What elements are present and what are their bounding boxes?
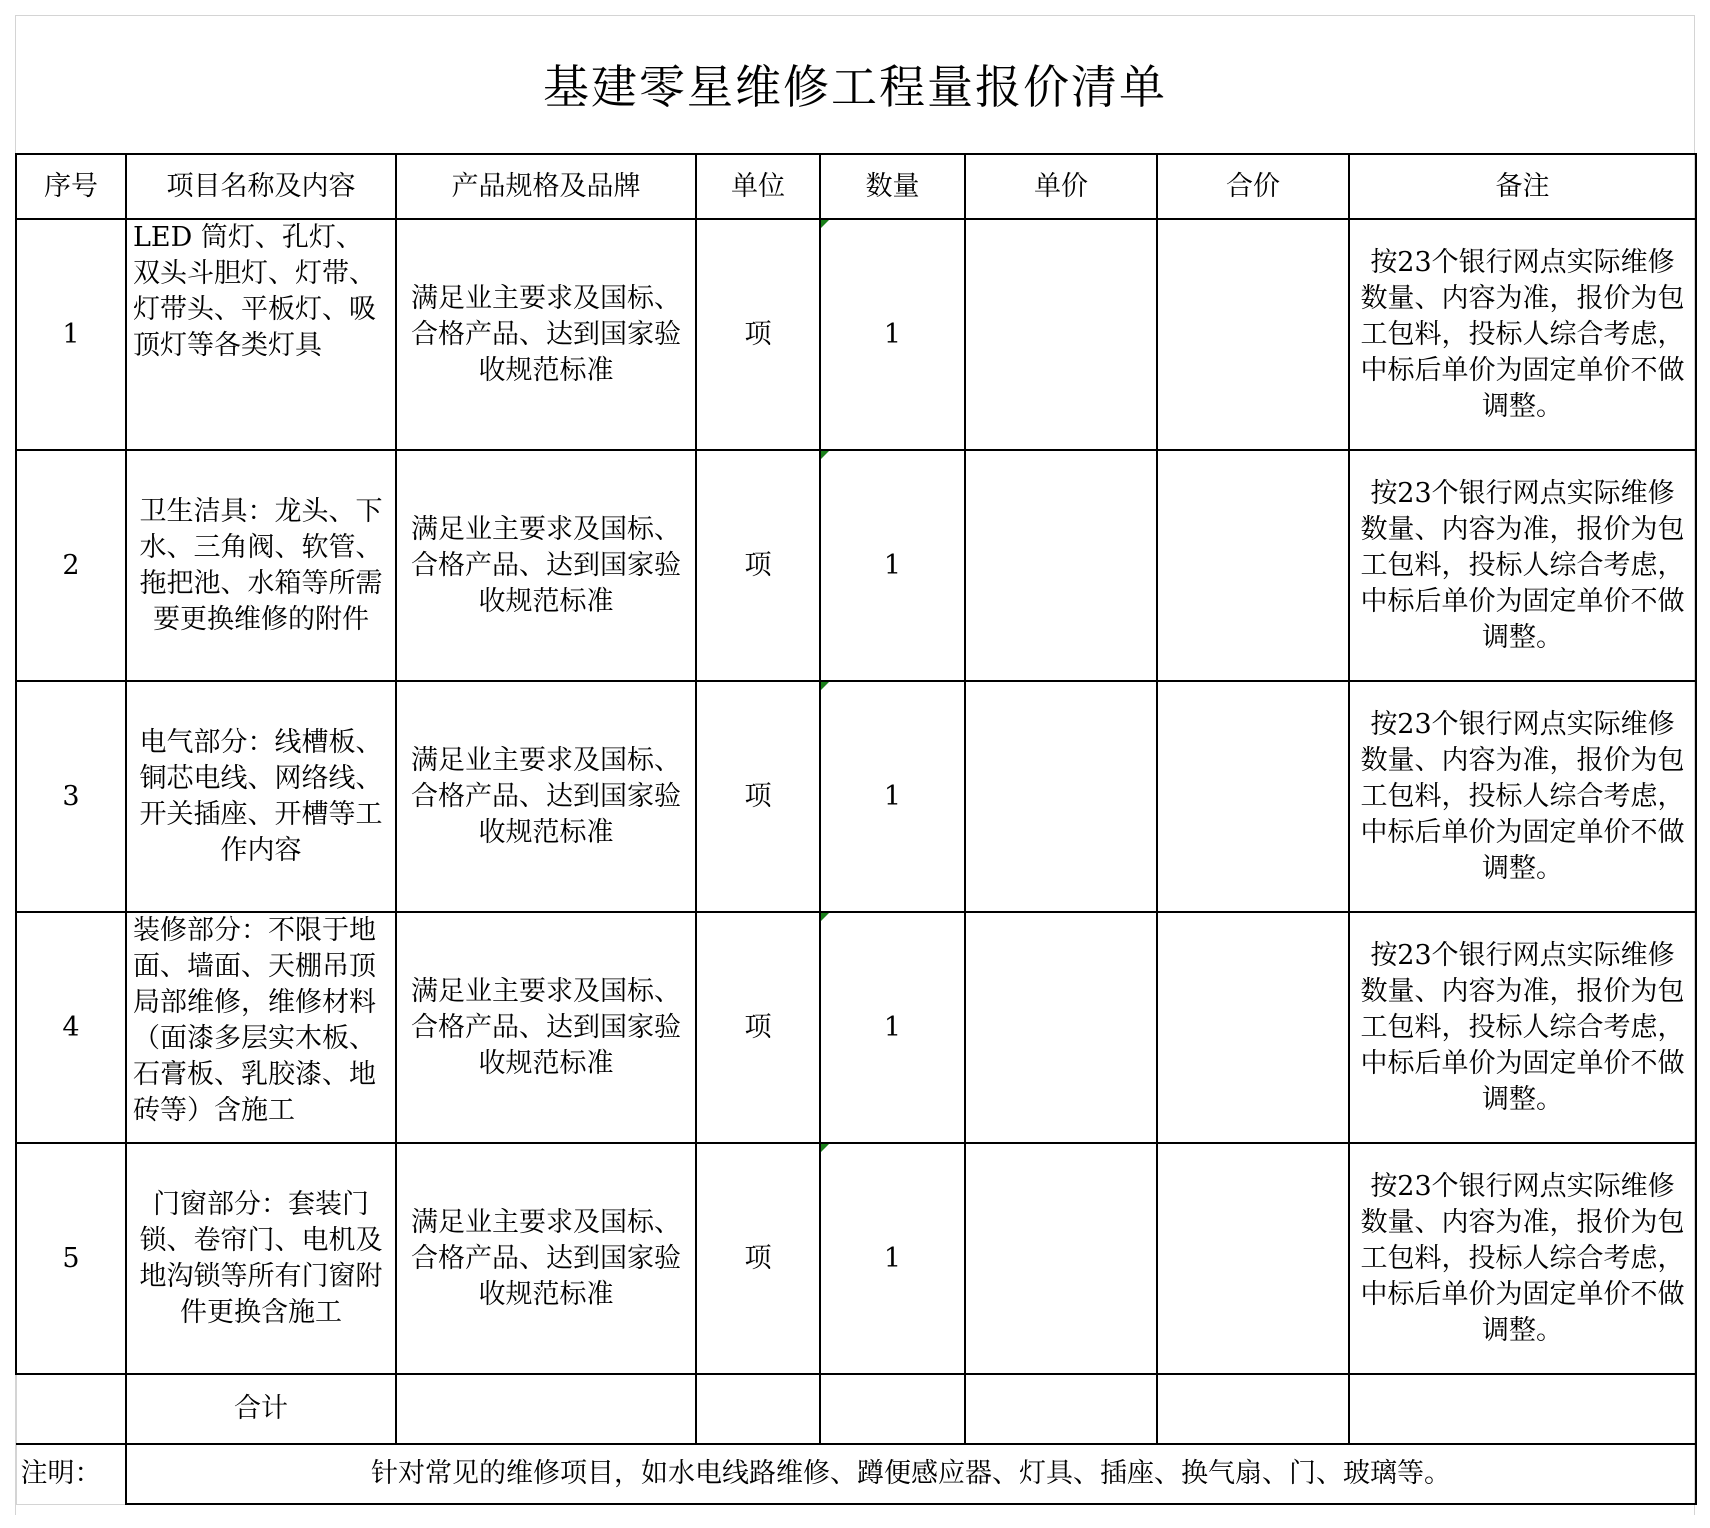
cell-total-price[interactable]	[1157, 912, 1349, 1143]
cell-name[interactable]	[126, 912, 396, 1143]
note-row	[16, 1444, 1696, 1504]
cell-unit-price[interactable]	[965, 450, 1157, 681]
table-row	[16, 912, 1696, 1143]
header-name[interactable]: 项目名称及内容	[126, 154, 396, 219]
cell-unit[interactable]: 项	[696, 681, 820, 912]
note-text[interactable]: 针对常见的维修项目，如水电线路维修、蹲便感应器、灯具、插座、换气扇、门、玻璃等。	[126, 1444, 1696, 1504]
cell-qty-text: 1	[883, 318, 902, 350]
header-total-price[interactable]: 合价	[1157, 154, 1349, 219]
total-empty-cell[interactable]	[396, 1374, 696, 1444]
quote-table	[15, 153, 1697, 1505]
header-unit-price[interactable]: 单价	[965, 154, 1157, 219]
header-spec[interactable]: 产品规格及品牌	[396, 154, 696, 219]
cell-qty[interactable]	[820, 1143, 965, 1374]
cell-unit[interactable]: 项	[696, 1143, 820, 1374]
header-unit[interactable]: 单位	[696, 154, 820, 219]
cell-unit-price[interactable]	[965, 681, 1157, 912]
total-empty-cell[interactable]	[820, 1374, 965, 1444]
cell-total-price[interactable]	[1157, 681, 1349, 912]
table-row	[16, 450, 1696, 681]
cell-remark[interactable]: 按23个银行网点实际维修数量、内容为准，报价为包工包料，投标人综合考虑，中标后单价为固定单价不做调整。	[1349, 681, 1696, 912]
header-qty[interactable]: 数量	[820, 154, 965, 219]
cell-qty[interactable]	[820, 681, 965, 912]
cell-spec[interactable]: 满足业主要求及国标、合格产品、达到国家验收规范标准	[396, 1143, 696, 1374]
cell-qty[interactable]	[820, 912, 965, 1143]
header-remark[interactable]: 备注	[1349, 154, 1696, 219]
total-empty-cell[interactable]	[1157, 1374, 1349, 1444]
total-label[interactable]: 合计	[126, 1374, 396, 1444]
cell-name[interactable]: 门窗部分：套装门锁、卷帘门、电机及地沟锁等所有门窗附件更换含施工	[126, 1143, 396, 1374]
cell-unit-price[interactable]	[965, 219, 1157, 450]
cell-total-price[interactable]	[1157, 1143, 1349, 1374]
header-row	[16, 154, 1696, 219]
cell-spec[interactable]: 满足业主要求及国标、合格产品、达到国家验收规范标准	[396, 681, 696, 912]
cell-remark[interactable]: 按23个银行网点实际维修数量、内容为准，报价为包工包料，投标人综合考虑，中标后单价为固定单价不做调整。	[1349, 1143, 1696, 1374]
cell-spec[interactable]: 满足业主要求及国标、合格产品、达到国家验收规范标准	[396, 219, 696, 450]
total-empty-cell[interactable]	[696, 1374, 820, 1444]
page-title: 基建零星维修工程量报价清单	[543, 60, 1167, 114]
note-label[interactable]: 注明：	[16, 1444, 126, 1504]
cell-remark[interactable]: 按23个银行网点实际维修数量、内容为准，报价为包工包料，投标人综合考虑，中标后单价为固定单价不做调整。	[1349, 912, 1696, 1143]
cell-unit[interactable]: 项	[696, 450, 820, 681]
cell-index[interactable]: 1	[16, 219, 126, 450]
cell-name-text: 装修部分：不限于地面、墙面、天棚吊顶局部维修，维修材料（面漆多层实木板、石膏板、乳胶漆、地砖等）含施工	[133, 915, 376, 1126]
cell-qty[interactable]	[820, 450, 965, 681]
cell-spec[interactable]: 满足业主要求及国标、合格产品、达到国家验收规范标准	[396, 912, 696, 1143]
cell-qty-text: 1	[883, 549, 902, 581]
cell-unit-price[interactable]	[965, 1143, 1157, 1374]
cell-remark[interactable]: 按23个银行网点实际维修数量、内容为准，报价为包工包料，投标人综合考虑，中标后单价为固定单价不做调整。	[1349, 450, 1696, 681]
cell-qty-text: 1	[883, 1011, 902, 1043]
table-row	[16, 1143, 1696, 1374]
cell-total-price[interactable]	[1157, 450, 1349, 681]
cell-name[interactable]: 卫生洁具：龙头、下水、三角阀、软管、拖把池、水箱等所需要更换维修的附件	[126, 450, 396, 681]
cell-name-text: LED 筒灯、孔灯、双头斗胆灯、灯带、灯带头、平板灯、吸顶灯等各类灯具	[133, 222, 376, 361]
total-empty-cell[interactable]	[16, 1374, 126, 1444]
total-empty-cell[interactable]	[965, 1374, 1157, 1444]
cell-name[interactable]	[126, 219, 396, 450]
table-row	[16, 219, 1696, 450]
number-as-text-indicator-icon	[821, 451, 829, 459]
cell-unit[interactable]: 项	[696, 912, 820, 1143]
table-row	[16, 681, 1696, 912]
cell-spec[interactable]: 满足业主要求及国标、合格产品、达到国家验收规范标准	[396, 450, 696, 681]
total-row	[16, 1374, 1696, 1444]
header-index[interactable]: 序号	[16, 154, 126, 219]
cell-index[interactable]: 2	[16, 450, 126, 681]
number-as-text-indicator-icon	[821, 1144, 829, 1152]
cell-qty-text: 1	[883, 780, 902, 812]
cell-qty-text: 1	[883, 1242, 902, 1274]
cell-total-price[interactable]	[1157, 219, 1349, 450]
cell-unit-price[interactable]	[965, 912, 1157, 1143]
cell-name[interactable]: 电气部分：线槽板、铜芯电线、网络线、开关插座、开槽等工作内容	[126, 681, 396, 912]
cell-qty[interactable]	[820, 219, 965, 450]
number-as-text-indicator-icon	[821, 220, 829, 228]
total-empty-cell[interactable]	[1349, 1374, 1696, 1444]
cell-index[interactable]: 3	[16, 681, 126, 912]
cell-remark[interactable]: 按23个银行网点实际维修数量、内容为准，报价为包工包料，投标人综合考虑，中标后单价为固定单价不做调整。	[1349, 219, 1696, 450]
number-as-text-indicator-icon	[821, 682, 829, 690]
cell-index[interactable]: 5	[16, 1143, 126, 1374]
cell-index[interactable]: 4	[16, 912, 126, 1143]
cell-unit[interactable]: 项	[696, 219, 820, 450]
number-as-text-indicator-icon	[821, 913, 829, 921]
